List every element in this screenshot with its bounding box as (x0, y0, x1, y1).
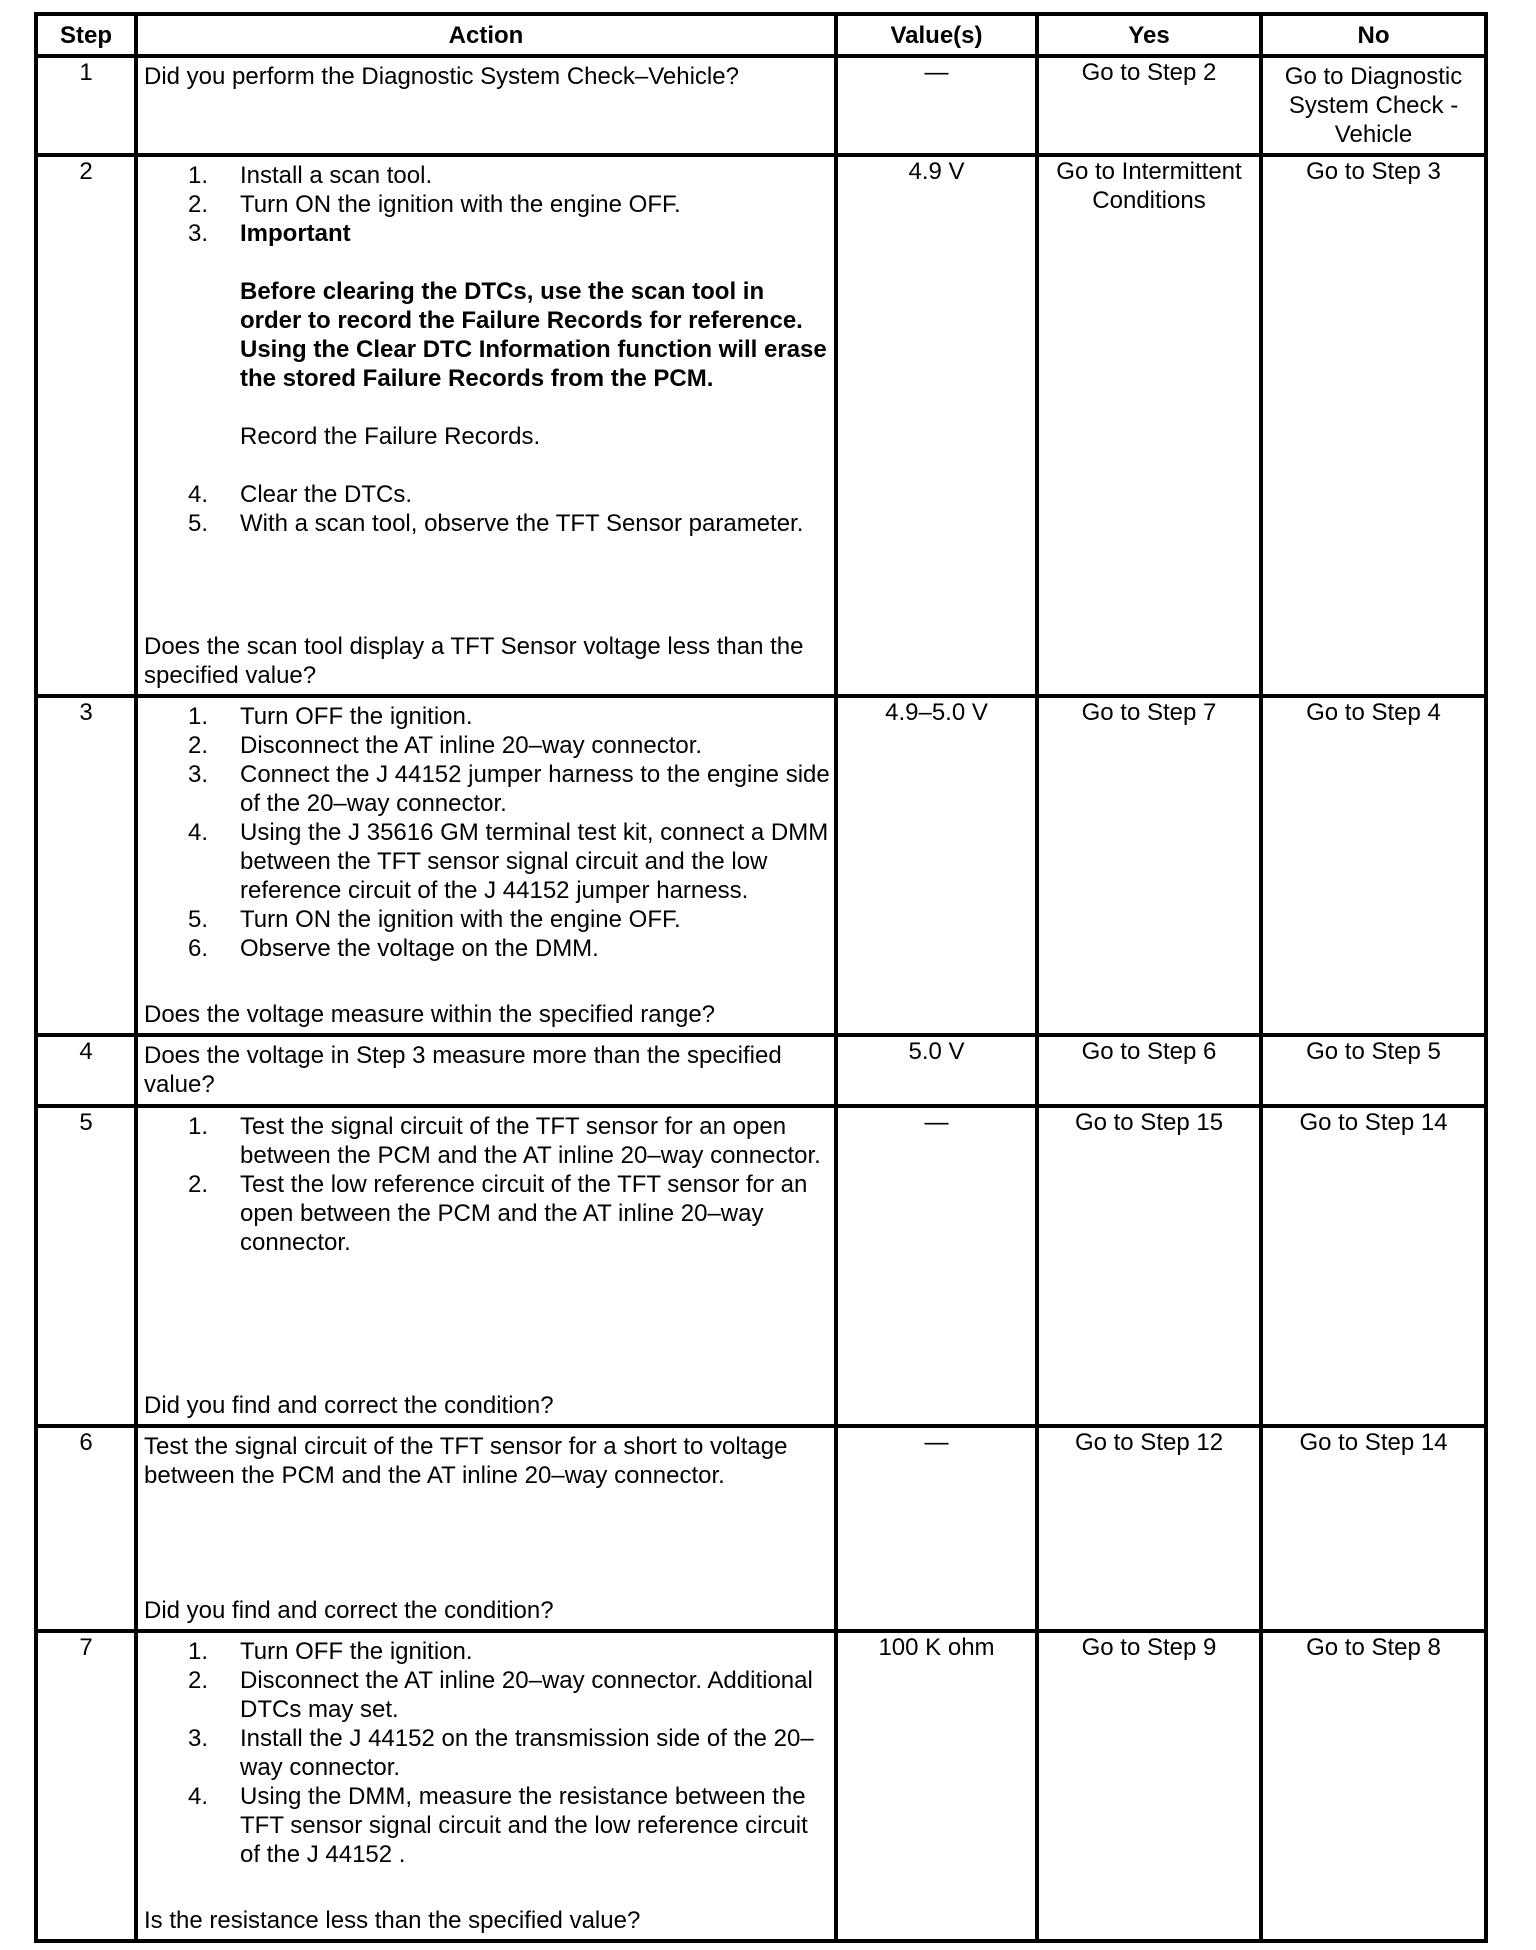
yes-cell: Go to Step 7 (1037, 696, 1261, 1035)
yes-cell: Go to Step 15 (1037, 1106, 1261, 1426)
value-cell: 5.0 V (836, 1035, 1037, 1106)
action-question: Does the voltage measure within the specified range? (144, 1001, 716, 1028)
action-question: Is the resistance less than the specified value? (144, 1907, 641, 1934)
list-item: 1. Test the signal circuit of the TFT sensor for an open between the PCM and the AT inline 20–way connector. (188, 1113, 821, 1169)
table-row (36, 1631, 1486, 1941)
list-item: 2. Disconnect the AT inline 20–way connector. Additional DTCs may set. (188, 1667, 813, 1723)
no-cell: Go to Step 3 (1261, 155, 1486, 696)
value-cell: 100 K ohm (836, 1631, 1037, 1941)
diagnostic-table (34, 12, 1488, 1943)
step-number: 3 (36, 696, 136, 1035)
value-cell: — (836, 1106, 1037, 1426)
no-cell: Go to Step 14 (1261, 1426, 1486, 1631)
action-question: Did you find and correct the condition? (144, 1597, 554, 1624)
value-cell: — (836, 1426, 1037, 1631)
list-item: 4. Using the J 35616 GM terminal test kit, connect a DMM between the TFT sensor signal circuit and the low reference circuit of the J 44152 jumper harness. (188, 819, 829, 904)
important-text: Before clearing the DTCs, use the scan tool in order to record the Failure Records for reference. Using the Clear DTC Information function will erase the stored Failure Records from the PCM. (240, 278, 827, 392)
step-number: 6 (36, 1426, 136, 1631)
list-item: 4. Clear the DTCs. (188, 481, 413, 508)
list-item: 3. Connect the J 44152 jumper harness to the engine side of the 20–way connector. (188, 761, 830, 817)
yes-cell: Go to Step 2 (1037, 56, 1261, 155)
action-steps (144, 1637, 831, 1869)
step-number: 5 (36, 1106, 136, 1426)
action-question: Does the scan tool display a TFT Sensor voltage less than the specified value? (144, 633, 804, 689)
header-row (36, 14, 1486, 56)
no-cell: Go to Diagnostic System Check - Vehicle (1261, 56, 1486, 155)
action-cell (136, 56, 836, 155)
list-item: 2. Disconnect the AT inline 20–way connector. (188, 732, 703, 759)
list-item: 1. Turn OFF the ignition. (188, 703, 473, 730)
action-cell (136, 1106, 836, 1426)
action-text: Does the voltage in Step 3 measure more than the specified value? (144, 1042, 782, 1098)
step-number: 2 (36, 155, 136, 696)
table-row (36, 56, 1486, 155)
list-item: 5. With a scan tool, observe the TFT Sensor parameter. (188, 510, 804, 537)
no-cell: Go to Step 5 (1261, 1035, 1486, 1106)
list-item: 2. Test the low reference circuit of the TFT sensor for an open between the PCM and the AT inline 20–way connector. (188, 1171, 808, 1256)
action-steps (144, 1112, 831, 1257)
important-after: Record the Failure Records. (240, 423, 541, 450)
yes-cell: Go to Step 12 (1037, 1426, 1261, 1631)
no-cell: Go to Step 4 (1261, 696, 1486, 1035)
list-item: 2. Turn ON the ignition with the engine OFF. (188, 191, 681, 218)
action-cell (136, 1426, 836, 1631)
table-row (36, 1106, 1486, 1426)
value-cell: 4.9 V (836, 155, 1037, 696)
header-step: Step (36, 14, 136, 56)
step-number: 4 (36, 1035, 136, 1106)
action-text: Test the signal circuit of the TFT sensor for a short to voltage between the PCM and the AT inline 20–way connector. (144, 1433, 788, 1489)
step-number: 1 (36, 56, 136, 155)
important-label: Important (240, 220, 351, 247)
action-cell (136, 696, 836, 1035)
list-item: 1. Install a scan tool. (188, 162, 433, 189)
action-text: Did you perform the Diagnostic System Check–Vehicle? (144, 63, 739, 90)
header-yes: Yes (1037, 14, 1261, 56)
action-steps (144, 161, 831, 538)
list-item: 3. Install the J 44152 on the transmission side of the 20–way connector. (188, 1725, 814, 1781)
list-item: 1. Turn OFF the ignition. (188, 1638, 473, 1665)
action-cell (136, 1035, 836, 1106)
table-row (36, 696, 1486, 1035)
header-no: No (1261, 14, 1486, 56)
yes-cell: Go to Step 6 (1037, 1035, 1261, 1106)
table-row (36, 1426, 1486, 1631)
header-values: Value(s) (836, 14, 1037, 56)
table-row (36, 155, 1486, 696)
action-cell (136, 155, 836, 696)
yes-cell: Go to Step 9 (1037, 1631, 1261, 1941)
no-cell: Go to Step 14 (1261, 1106, 1486, 1426)
value-cell: — (836, 56, 1037, 155)
no-cell: Go to Step 8 (1261, 1631, 1486, 1941)
list-item: 5. Turn ON the ignition with the engine OFF. (188, 906, 681, 933)
header-action: Action (136, 14, 836, 56)
list-item: 3. Important Before clearing the DTCs, use the scan tool in order to record the Failure Records for reference. Using the Clear DTC Information function will erase the stored Failure Records from the PCM. Record the Failure Records. (188, 219, 831, 451)
table-row (36, 1035, 1486, 1106)
value-cell: 4.9–5.0 V (836, 696, 1037, 1035)
action-cell (136, 1631, 836, 1941)
yes-cell: Go to Intermittent Conditions (1037, 155, 1261, 696)
list-item: 6. Observe the voltage on the DMM. (188, 935, 599, 962)
action-question: Did you find and correct the condition? (144, 1392, 554, 1419)
list-item: 4. Using the DMM, measure the resistance between the TFT sensor signal circuit and the low reference circuit of the J 44152 . (188, 1783, 808, 1868)
step-number: 7 (36, 1631, 136, 1941)
action-steps (144, 702, 831, 963)
